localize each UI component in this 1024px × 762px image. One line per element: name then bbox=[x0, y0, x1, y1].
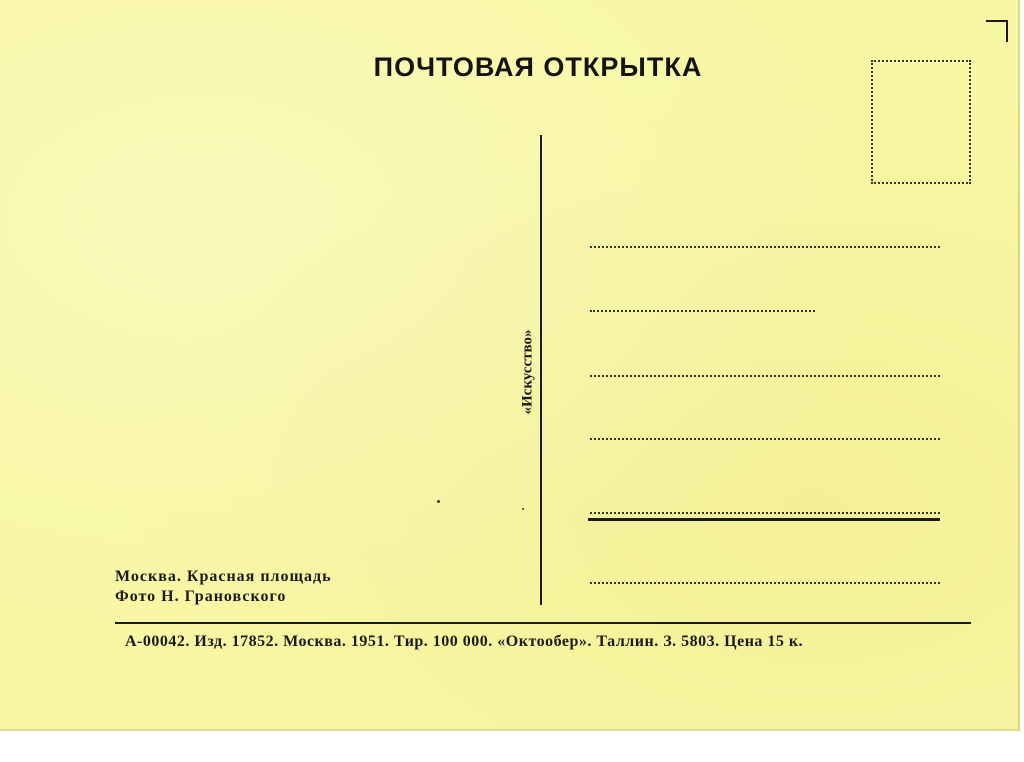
caption-line-2: Фото Н. Грановского bbox=[115, 588, 287, 605]
address-line-5-solid bbox=[588, 518, 940, 521]
postcard-title: ПОЧТОВАЯ ОТКРЫТКА bbox=[373, 52, 703, 82]
corner-mark bbox=[986, 20, 1008, 42]
paper-speck bbox=[522, 508, 524, 510]
publisher-label: «Искусство» bbox=[519, 329, 536, 415]
photo-caption bbox=[115, 567, 332, 607]
address-line-4 bbox=[590, 438, 940, 440]
address-line-2 bbox=[590, 310, 815, 312]
bottom-rule bbox=[115, 622, 971, 624]
address-line-6 bbox=[590, 582, 940, 584]
vertical-divider bbox=[540, 135, 542, 605]
paper-speck bbox=[437, 500, 440, 503]
address-line-3 bbox=[590, 375, 940, 377]
imprint-line: А-00042. Изд. 17852. Москва. 1951. Тир. 100 000. «Октообер». Таллин. З. 5803. Цена 15 к. bbox=[125, 633, 804, 650]
stamp-placeholder-box bbox=[871, 60, 971, 184]
address-line-1 bbox=[590, 246, 940, 248]
address-line-5-dotted bbox=[590, 512, 940, 514]
caption-line-1: Москва. Красная площадь bbox=[115, 568, 332, 585]
